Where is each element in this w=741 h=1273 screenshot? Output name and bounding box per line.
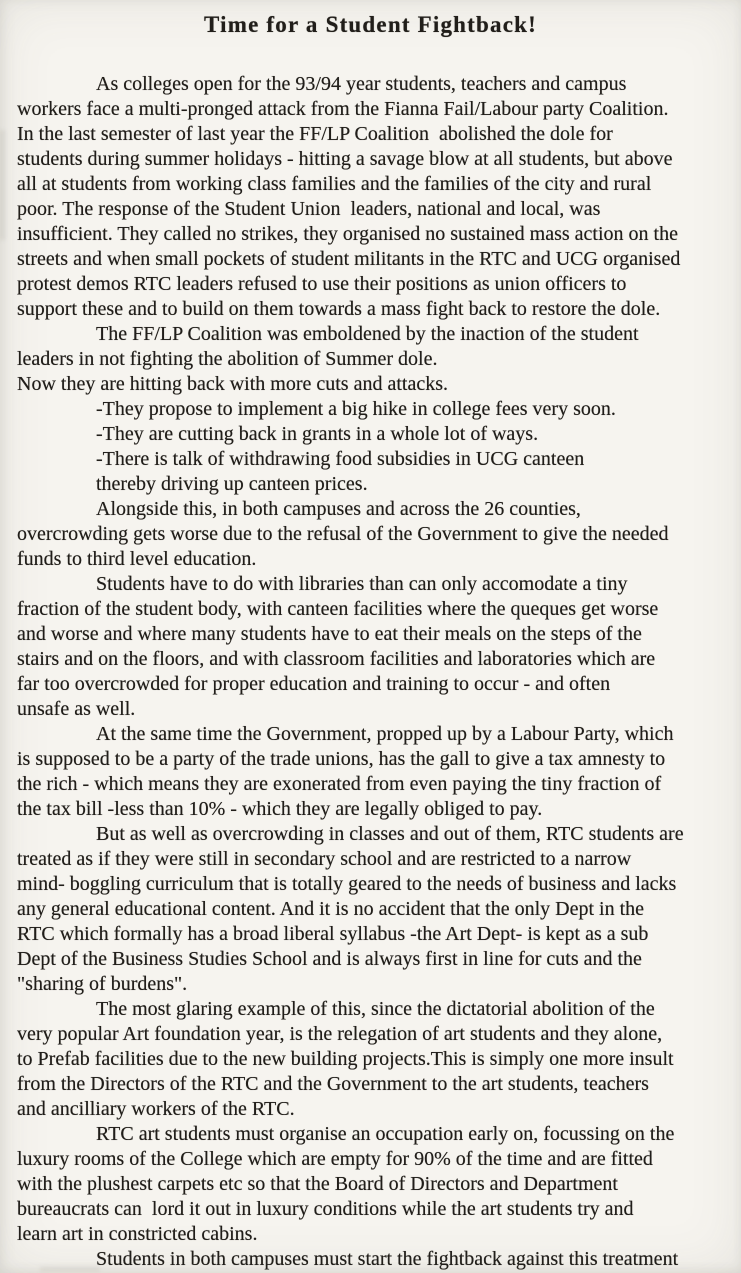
text-line: funds to third level education. [17,548,257,570]
text-line: The FF/LP Coalition was emboldened by the inaction of the student [96,323,639,345]
text-line: protest demos RTC leaders refused to use their positions as union officers to [17,273,627,295]
text-line: overcrowding gets worse due to the refusal of the Government to give the needed [17,523,669,545]
text-line: But as well as overcrowding in classes and out of them, RTC students are [96,823,684,845]
text-line: the rich - which means they are exonerated from even paying the tiny fraction of [17,773,662,795]
text-line: streets and when small pockets of student militants in the RTC and UCG organised [17,248,681,270]
text-line: -They are cutting back in grants in a whole lot of ways. [96,423,539,445]
text-line: students during summer holidays - hitting a savage blow at all students, but above [17,148,673,170]
text-line: Alongside this, in both campuses and across the 26 counties, [96,498,581,520]
text-line: thereby driving up canteen prices. [96,473,368,495]
text-line: RTC art students must organise an occupation early on, focussing on the [96,1123,675,1145]
text-line: luxury rooms of the College which are empty for 90% of the time and are fitted [17,1148,653,1170]
text-line: As colleges open for the 93/94 year students, teachers and campus [96,73,627,95]
text-line: insufficient. They called no strikes, they organised no sustained mass action on the [17,223,678,245]
text-line: to Prefab facilities due to the new building projects.This is simply one more insult [17,1048,674,1070]
text-line: workers face a multi-pronged attack from the Fianna Fail/Labour party Coalition. [17,98,669,120]
text-line: far too overcrowded for proper education and training to occur - and often [17,673,611,695]
text-line: Students in both campuses must start the fightback against this treatment [96,1248,679,1270]
text-line: At the same time the Government, propped up by a Labour Party, which [96,723,674,745]
text-line: unsafe as well. [17,698,136,720]
text-line: support these and to build on them towards a mass fight back to restore the dole. [17,298,661,320]
text-line: the tax bill -less than 10% - which they are legally obliged to pay. [17,798,543,820]
text-line: Students have to do with libraries than can only accomodate a tiny [96,573,628,595]
text-line: from the Directors of the RTC and the Government to the art students, teachers [17,1073,649,1095]
text-line: In the last semester of last year the FF/LP Coalition abolished the dole for [17,123,613,145]
text-line: and ancilliary workers of the RTC. [17,1098,295,1120]
text-line: -They propose to implement a big hike in college fees very soon. [96,398,616,420]
text-line: any general educational content. And it is no accident that the only Dept in the [17,898,645,920]
text-line: bureaucrats can lord it out in luxury conditions while the art students try and [17,1198,634,1220]
text-line: leaders in not fighting the abolition of Summer dole. [17,348,438,370]
document-title: Time for a Student Fightback! [204,12,537,37]
text-line: and worse and where many students have to eat their meals on the steps of the [17,623,642,645]
text-line: mind- boggling curriculum that is totally geared to the needs of business and lacks [17,873,677,895]
text-line: is supposed to be a party of the trade unions, has the gall to give a tax amnesty to [17,748,666,770]
text-line: treated as if they were still in secondary school and are restricted to a narrow [17,848,632,870]
text-line: with the plushest carpets etc so that the Board of Directors and Department [17,1173,618,1195]
text-line: -There is talk of withdrawing food subsidies in UCG canteen [96,448,585,470]
text-line: Now they are hitting back with more cuts and attacks. [17,373,448,395]
text-line: RTC which formally has a broad liberal syllabus -the Art Dept- is kept as a sub [17,923,649,945]
text-line: The most glaring example of this, since the dictatorial abolition of the [96,998,655,1020]
text-line: very popular Art foundation year, is the relegation of art students and they alone, [17,1023,663,1045]
text-line: "sharing of burdens". [17,973,188,995]
text-line: stairs and on the floors, and with classroom facilities and laboratories which are [17,648,656,670]
text-line: learn art in constricted cabins. [17,1223,258,1245]
text-line: all at students from working class families and the families of the city and rural [17,173,652,195]
text-line: poor. The response of the Student Union leaders, national and local, was [17,198,601,220]
text-line: Dept of the Business Studies School and is always first in line for cuts and the [17,948,642,970]
text-line: fraction of the student body, with canteen facilities where the queques get worse [17,598,659,620]
document-body [0,72,741,1272]
